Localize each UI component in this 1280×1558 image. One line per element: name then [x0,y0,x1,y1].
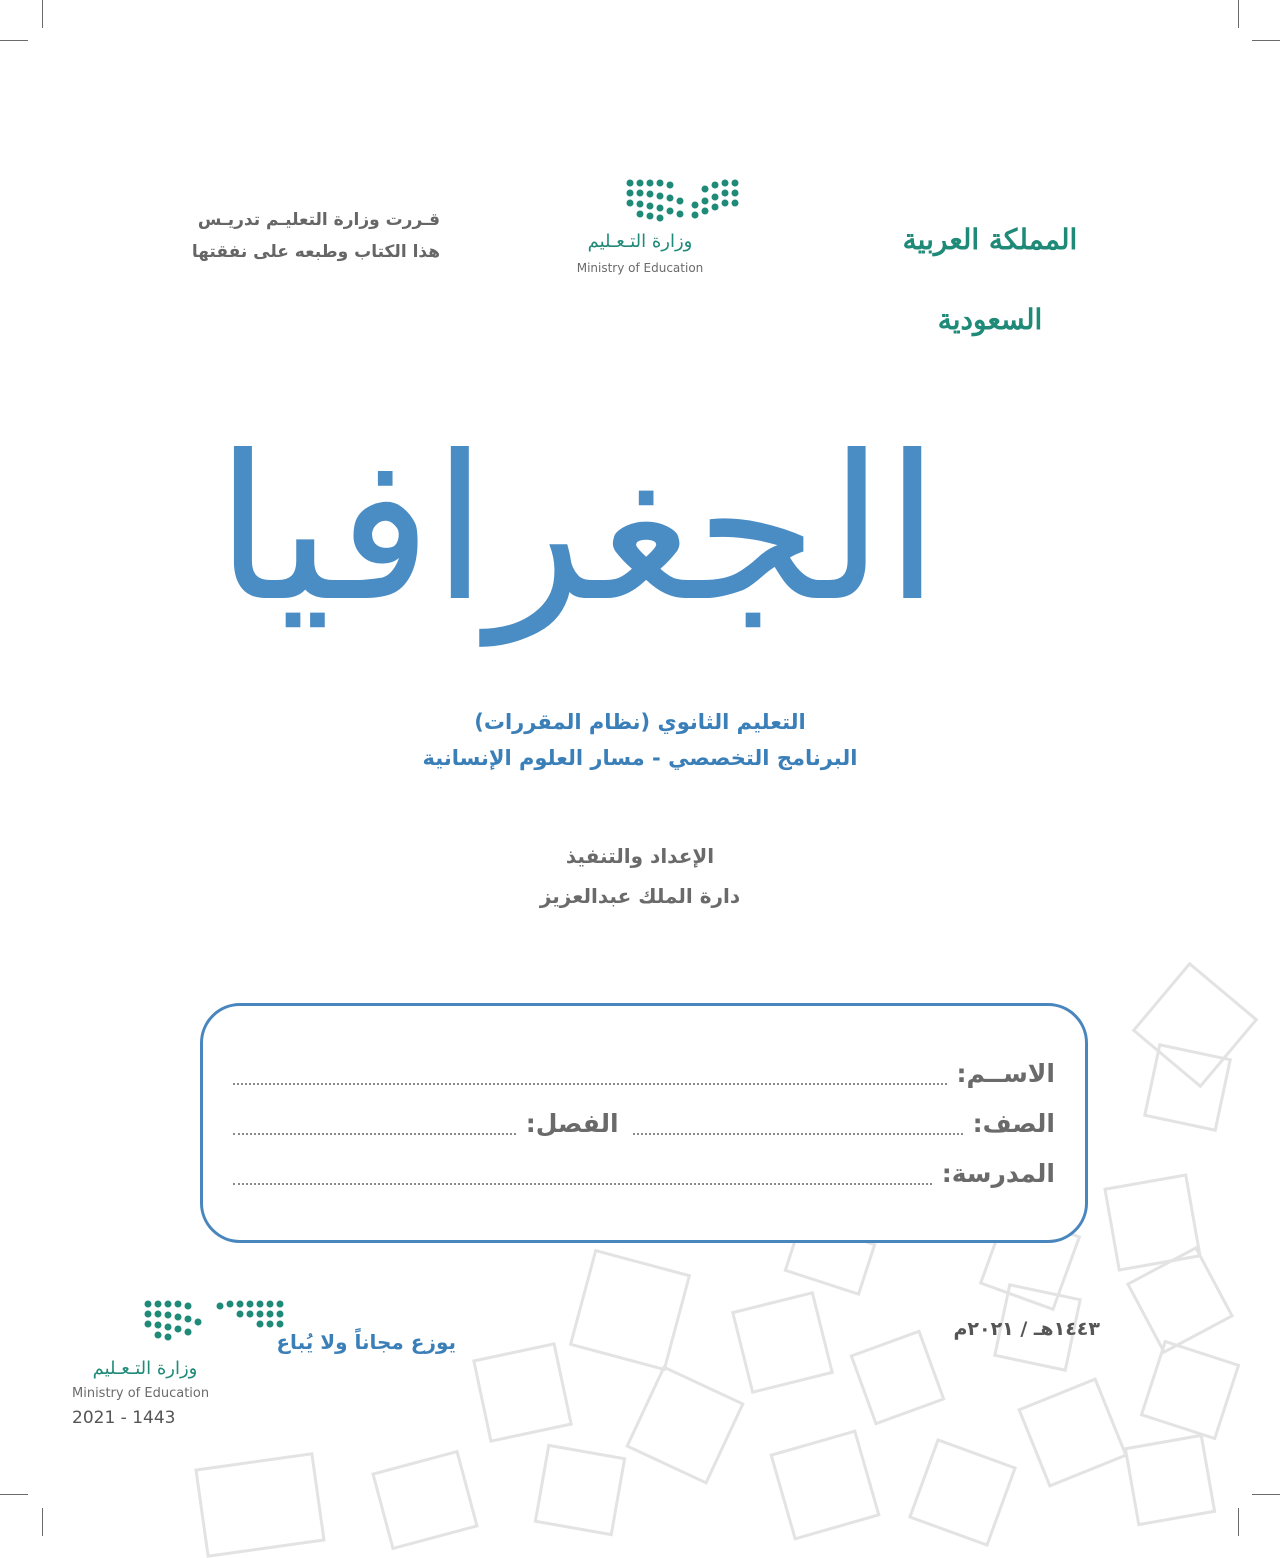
ministry-dots-icon [620,175,840,225]
crop-mark [1238,0,1239,28]
crop-mark [42,1508,43,1536]
ministry-logo [560,175,780,285]
book-subtitle [340,704,940,776]
grade-label: الصف: [972,1109,1055,1138]
crop-mark [0,1494,28,1495]
ministry-name-arabic: وزارة التـعـليم [92,1358,198,1379]
kingdom-logo: المملكة العربية السعودية [902,223,1078,336]
crop-mark [1238,1508,1239,1536]
school-dotted-line[interactable] [233,1183,932,1185]
decree-line-2: هذا الكتاب وطبعه على نفقتها [191,242,440,262]
ministry-name-arabic: وزارة التـعـليم [587,231,693,252]
name-dotted-line[interactable] [233,1083,947,1085]
school-field[interactable] [233,1154,1055,1194]
edition-year: 2021 - 1443 [72,1408,176,1428]
prepared-label: الإعداد والتنفيذ [565,844,715,868]
book-title: الجغرافيا [215,413,940,646]
class-label: الفصل: [525,1109,619,1138]
subtitle-line-2: البرنامج التخصصي - مسار العلوم الإنسانية [422,746,858,770]
prepared-by: دارة الملك عبدالعزيز [539,884,741,908]
footer-ministry-block [60,1296,456,1436]
publication-date: ١٤٤٣هـ / ٢٠٢١م [953,1318,1100,1340]
student-info-card [200,1003,1088,1243]
name-field[interactable] [233,1054,1055,1094]
school-label: المدرسة: [941,1159,1055,1188]
class-dotted-line[interactable] [233,1133,516,1135]
ministry-name-english: Ministry of Education [72,1386,210,1401]
crop-mark [1252,1494,1280,1495]
ministry-name-english: Ministry of Education [576,261,704,275]
subtitle-line-1: التعليم الثانوي (نظام المقررات) [474,710,806,734]
crop-mark [42,0,43,28]
ministry-decree [140,204,440,268]
preparation-credit [340,836,940,916]
grade-dotted-line[interactable] [633,1133,963,1135]
grade-class-field[interactable] [233,1104,1055,1144]
crop-mark [0,40,28,41]
crop-mark [1252,40,1280,41]
name-label: الاســم: [956,1059,1055,1088]
free-distribution-note: يوزع مجاناً ولا يُباع [276,1330,456,1354]
decree-line-1: قـررت وزارة التعليـم تدريـس [197,210,440,230]
